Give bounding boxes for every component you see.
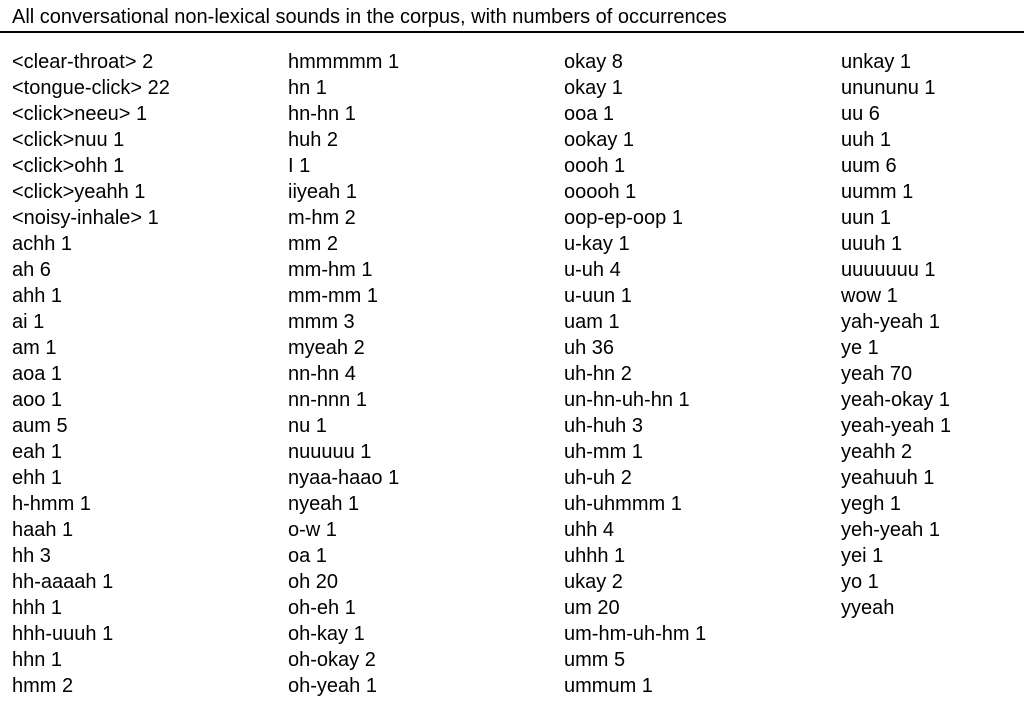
sound-entry: ai 1	[12, 311, 45, 333]
sound-entry: unkay 1	[841, 51, 912, 73]
sound-entry: oa 1	[288, 545, 327, 567]
sound-entry: aum 5	[12, 415, 68, 437]
sound-entry: yeahuuh 1	[841, 467, 935, 489]
sound-entry: yeah-okay 1	[841, 389, 950, 411]
sound-entry: yeahh 2	[841, 441, 913, 463]
sound-entry: <click>neeu> 1	[12, 103, 148, 125]
sound-entry: uh-mm 1	[564, 441, 643, 463]
sound-entry: <click>nuu 1	[12, 129, 125, 151]
sound-entry: u-uun 1	[564, 285, 632, 307]
sound-entry: nu 1	[288, 415, 327, 437]
sound-entry: oop-ep-oop 1	[564, 207, 683, 229]
sound-entry: ookay 1	[564, 129, 635, 151]
sound-entry: oh-okay 2	[288, 649, 376, 671]
sound-entry: mm 2	[288, 233, 338, 255]
sound-entry: hmm 2	[12, 675, 74, 697]
sound-entry: aoa 1	[12, 363, 63, 385]
sound-entry: nn-hn 4	[288, 363, 356, 385]
sound-entry: uuuh 1	[841, 233, 903, 255]
sound-entry: hhh 1	[12, 597, 63, 619]
sound-entry: yyeah	[841, 597, 895, 619]
sound-entry: uh 36	[564, 337, 615, 359]
sound-entry: uuuuuuu 1	[841, 259, 936, 281]
sound-entry: ummum 1	[564, 675, 653, 697]
sound-entry: oh-kay 1	[288, 623, 365, 645]
sound-entry: mm-mm 1	[288, 285, 378, 307]
sound-entry: hhh-uuuh 1	[12, 623, 114, 645]
sound-entry: um 20	[564, 597, 620, 619]
sound-entry: uumm 1	[841, 181, 914, 203]
sound-entry: un-hn-uh-hn 1	[564, 389, 690, 411]
sound-entry: h-hmm 1	[12, 493, 91, 515]
sound-entry: am 1	[12, 337, 57, 359]
sound-entry: uun 1	[841, 207, 892, 229]
sound-entry: ukay 2	[564, 571, 623, 593]
sound-entry: okay 1	[564, 77, 623, 99]
sound-entry: m-hm 2	[288, 207, 356, 229]
sound-entry: ah 6	[12, 259, 51, 281]
sound-entry: oh 20	[288, 571, 339, 593]
sound-entry: yah-yeah 1	[841, 311, 940, 333]
sound-entry: okay 8	[564, 51, 623, 73]
sound-entry: nn-nnn 1	[288, 389, 367, 411]
sound-entry: umm 5	[564, 649, 626, 671]
sound-entry: oh-eh 1	[288, 597, 356, 619]
sound-entry: ooooh 1	[564, 181, 637, 203]
sound-entry: uum 6	[841, 155, 897, 177]
sound-entry: um-hm-uh-hm 1	[564, 623, 707, 645]
sound-entry: <clear-throat> 2	[12, 51, 154, 73]
sound-entry: oh-yeah 1	[288, 675, 377, 697]
sound-entry: yei 1	[841, 545, 884, 567]
sound-entry: o-w 1	[288, 519, 337, 541]
sound-entry: nuuuuu 1	[288, 441, 372, 463]
sound-entry: yeah-yeah 1	[841, 415, 952, 437]
sound-entry: uuh 1	[841, 129, 892, 151]
sound-entry: nyeah 1	[288, 493, 360, 515]
sound-entry: oooh 1	[564, 155, 626, 177]
sound-entry: yegh 1	[841, 493, 902, 515]
sound-entry: yo 1	[841, 571, 879, 593]
sound-entry: wow 1	[841, 285, 898, 307]
sound-entry: ye 1	[841, 337, 879, 359]
sound-entry: ooa 1	[564, 103, 615, 125]
sound-entry: uam 1	[564, 311, 620, 333]
sound-column-3	[564, 49, 706, 699]
sound-entry: eah 1	[12, 441, 63, 463]
sound-entry: hhn 1	[12, 649, 63, 671]
sound-entry: huh 2	[288, 129, 339, 151]
sound-entry: uhhh 1	[564, 545, 626, 567]
sound-entry: ahh 1	[12, 285, 63, 307]
table-caption: All conversational non-lexical sounds in the corpus, with numbers of occurrences	[12, 6, 727, 28]
sound-entry: <noisy-inhale> 1	[12, 207, 159, 229]
sound-entry: mmm 3	[288, 311, 355, 333]
sound-entry: nyaa-haao 1	[288, 467, 400, 489]
sound-entry: unununu 1	[841, 77, 936, 99]
sound-column-2	[288, 49, 399, 699]
sound-entry: myeah 2	[288, 337, 365, 359]
sound-column-1	[12, 49, 170, 699]
sound-entry: achh 1	[12, 233, 73, 255]
sound-entry: hh-aaaah 1	[12, 571, 114, 593]
sound-column-4	[841, 49, 951, 621]
sound-entry: hh 3	[12, 545, 51, 567]
sound-entry: <click>yeahh 1	[12, 181, 146, 203]
sound-entry: I 1	[288, 155, 311, 177]
sound-entry: aoo 1	[12, 389, 63, 411]
sound-entry: uu 6	[841, 103, 880, 125]
sound-entry: mm-hm 1	[288, 259, 373, 281]
sound-entry: ehh 1	[12, 467, 63, 489]
sound-entry: <tongue-click> 22	[12, 77, 170, 99]
sound-entry: iiyeah 1	[288, 181, 357, 203]
sound-entry: yeah 70	[841, 363, 913, 385]
sound-entry: uh-hn 2	[564, 363, 632, 385]
sound-entry: u-uh 4	[564, 259, 621, 281]
sound-entry: uh-huh 3	[564, 415, 643, 437]
sound-entry: uh-uh 2	[564, 467, 632, 489]
sound-entry: uh-uhmmm 1	[564, 493, 682, 515]
sound-entry: hn 1	[288, 77, 327, 99]
sound-entry: hmmmmm 1	[288, 51, 400, 73]
sound-entry: yeh-yeah 1	[841, 519, 940, 541]
caption-divider	[0, 31, 1024, 33]
sound-entry: <click>ohh 1	[12, 155, 125, 177]
sound-entry: uhh 4	[564, 519, 615, 541]
sound-entry: u-kay 1	[564, 233, 630, 255]
sound-entry: hn-hn 1	[288, 103, 356, 125]
sound-entry: haah 1	[12, 519, 74, 541]
